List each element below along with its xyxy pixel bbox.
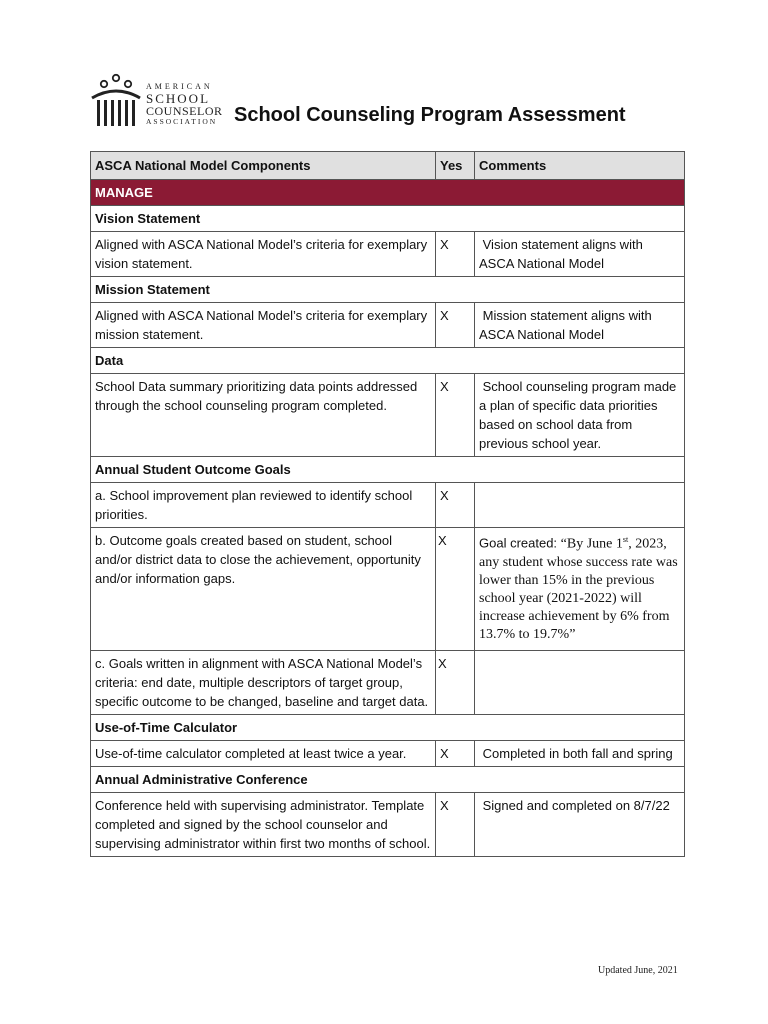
subheading-goals: Annual Student Outcome Goals bbox=[91, 457, 685, 483]
item-mission: Aligned with ASCA National Model’s criteria for exemplary mission statement. bbox=[91, 303, 436, 348]
table-row bbox=[91, 303, 685, 348]
subheading-row bbox=[91, 715, 685, 741]
table-row bbox=[91, 232, 685, 277]
subheading-row bbox=[91, 457, 685, 483]
page-header bbox=[90, 72, 690, 132]
table-row bbox=[91, 528, 685, 651]
table-row bbox=[91, 483, 685, 528]
comment-quote-end: , 2023, any student whose success rate was lower than 15% in the previous school year (2021-2022) will increase achievement by 6% from 13.7% to 19.7%” bbox=[479, 536, 678, 642]
yes-mark: X bbox=[436, 741, 475, 767]
comment-goal-b bbox=[475, 528, 685, 651]
comment-vision bbox=[475, 232, 685, 277]
section-label: MANAGE bbox=[91, 180, 685, 206]
table-row bbox=[91, 374, 685, 457]
subheading-row bbox=[91, 348, 685, 374]
yes-mark: X bbox=[436, 483, 475, 528]
footer-updated: Updated June, 2021 bbox=[598, 965, 678, 976]
comment-lead: Goal created: bbox=[479, 535, 561, 551]
subheading-row bbox=[91, 206, 685, 232]
yes-mark: X bbox=[436, 374, 475, 457]
yes-mark: X bbox=[436, 303, 475, 348]
item-vision: Aligned with ASCA National Model’s criteria for exemplary vision statement. bbox=[91, 232, 436, 277]
table-row bbox=[91, 741, 685, 767]
subheading-row bbox=[91, 767, 685, 793]
comment-text: Mission statement aligns with ASCA National Model bbox=[479, 308, 652, 342]
column-header-yes: Yes bbox=[436, 152, 475, 180]
comment-data bbox=[475, 374, 685, 457]
subheading-data: Data bbox=[91, 348, 685, 374]
comment-text: Vision statement aligns with ASCA National Model bbox=[479, 237, 643, 271]
column-header-components: ASCA National Model Components bbox=[91, 152, 436, 180]
logo-wordmark bbox=[146, 83, 223, 126]
yes-mark: X bbox=[436, 232, 475, 277]
comment-text: School counseling program made a plan of specific data priorities based on school data from previous school year. bbox=[479, 379, 677, 451]
logo-line-counselor: COUNSELOR bbox=[146, 104, 223, 118]
logo-line-association: ASSOCIATION bbox=[146, 117, 218, 126]
asca-logo bbox=[90, 72, 230, 130]
comment-quote-start: “By June 1 bbox=[560, 536, 623, 552]
subheading-time: Use-of-Time Calculator bbox=[91, 715, 685, 741]
table-header-row bbox=[91, 152, 685, 180]
assessment-table bbox=[90, 151, 685, 857]
item-goal-c: c. Goals written in alignment with ASCA National Model’s criteria: end date, multiple descriptors of target group, specific outcome to be changed, baseline and target data. bbox=[91, 651, 436, 715]
subheading-vision: Vision Statement bbox=[91, 206, 685, 232]
subheading-row bbox=[91, 277, 685, 303]
comment-conference bbox=[475, 793, 685, 857]
item-time: Use-of-time calculator completed at least twice a year. bbox=[91, 741, 436, 767]
item-conference: Conference held with supervising administrator. Template completed and signed by the school counselor and supervising administrator within first two months of school. bbox=[91, 793, 436, 857]
table-row bbox=[91, 793, 685, 857]
item-goal-b: b. Outcome goals created based on student, school and/or district data to close the achievement, opportunity and/or information gaps. bbox=[91, 528, 436, 651]
comment-superscript: st bbox=[622, 535, 629, 544]
section-row-manage bbox=[91, 180, 685, 206]
item-goal-a: a. School improvement plan reviewed to identify school priorities. bbox=[91, 483, 436, 528]
logo-line-american: AMERICAN bbox=[146, 82, 213, 91]
logo-line-school: SCHOOL bbox=[146, 91, 211, 106]
comment-time bbox=[475, 741, 685, 767]
subheading-mission: Mission Statement bbox=[91, 277, 685, 303]
table-row bbox=[91, 651, 685, 715]
comment-mission bbox=[475, 303, 685, 348]
yes-mark: X bbox=[436, 651, 475, 715]
item-data: School Data summary prioritizing data points addressed through the school counseling program completed. bbox=[91, 374, 436, 457]
yes-mark: X bbox=[436, 793, 475, 857]
comment-text: Completed in both fall and spring bbox=[482, 746, 673, 761]
asca-logo-icon bbox=[90, 72, 146, 130]
comment-text: Signed and completed on 8/7/22 bbox=[482, 798, 670, 813]
page-title: School Counseling Program Assessment bbox=[234, 104, 626, 126]
comment-goal-c bbox=[475, 651, 685, 715]
column-header-comments: Comments bbox=[475, 152, 685, 180]
comment-goal-a bbox=[475, 483, 685, 528]
subheading-conference: Annual Administrative Conference bbox=[91, 767, 685, 793]
yes-mark: X bbox=[436, 528, 475, 651]
